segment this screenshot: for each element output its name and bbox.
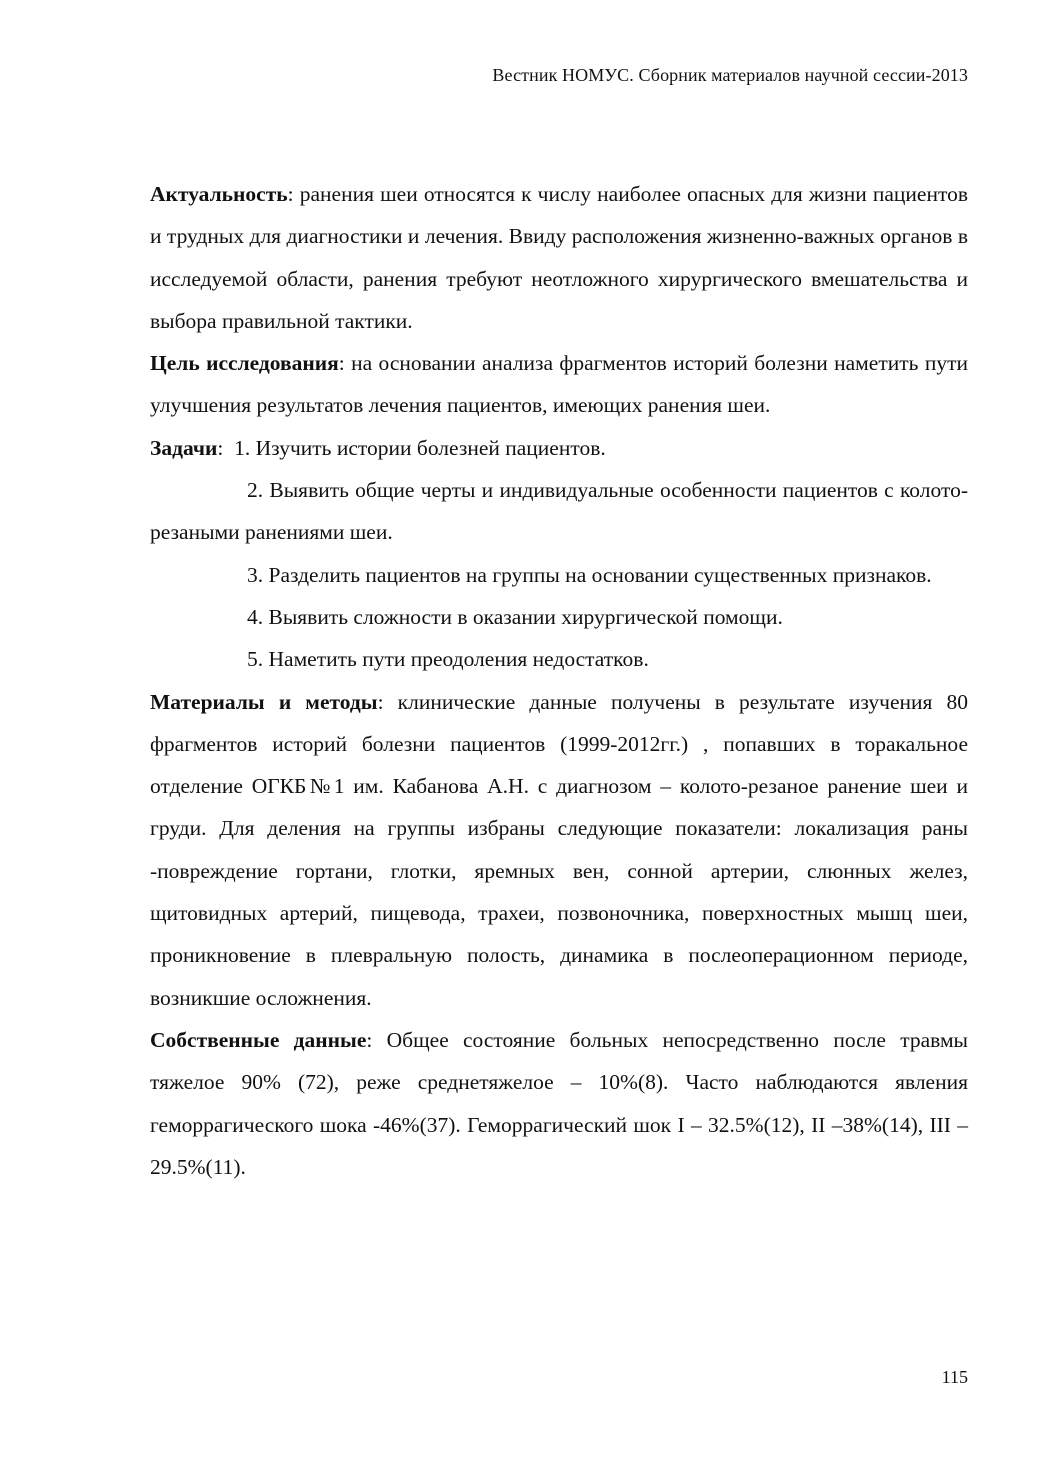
task-item-3: 3. Разделить пациентов на группы на основании существенных признаков. xyxy=(247,562,932,587)
page-number: 115 xyxy=(941,1367,968,1387)
own-data-label: Собственные данные xyxy=(150,1027,367,1052)
own-data-paragraph xyxy=(150,1019,968,1188)
relevance-text: : ранения шеи относятся к числу наиболее опасных для жизни пациентов и трудных для диагностики и лечения. Ввиду расположения жизненно-важных органов в исследуемой области, ранения требуют неотложного хирургического вмешательства и выбора правильной тактики. xyxy=(150,182,968,333)
methods-paragraph xyxy=(150,681,968,1019)
article-body xyxy=(150,173,968,1188)
methods-label: Материалы и методы xyxy=(150,689,378,714)
running-header: Вестник НОМУС. Сборник материалов научной сессии-2013 xyxy=(492,65,968,85)
goal-text: : на основании анализа фрагментов историй болезни наметить пути улучшения результатов лечения пациентов, имеющих ранения шеи. xyxy=(150,351,968,418)
task-item-5: 5. Наметить пути преодоления недостатков. xyxy=(247,647,649,672)
tasks-label: Задачи xyxy=(150,435,218,460)
relevance-label: Актуальность xyxy=(150,182,288,206)
goal-paragraph xyxy=(150,342,968,427)
goal-label: Цель исследования xyxy=(150,351,339,376)
tasks-separator: : xyxy=(217,435,224,460)
methods-text: : клинические данные получены в результате изучения 80 фрагментов историй болезни пациентов (1999-2012гг.) , попавших в торакальное отделение ОГКБ№1 им. Кабанова А.Н. с диагнозом – колото-резаное ранение шеи и груди. Для деления на группы избраны следующие показатели: локализация раны -повреждение гортани, глотки, яремных вен, сонной артерии, слюнных желез, щитовидных артерий, пищевода, трахеи, позвоночника, поверхностных мышц шеи, проникновение в плевральную полость, динамика в послеоперационном периоде, возникшие осложнения. xyxy=(150,689,968,1010)
tasks-first-line xyxy=(150,427,968,469)
task-item-2: 2. Выявить общие черты и индивидуальные особенности пациентов с колото-резаными ранениями шеи. xyxy=(150,478,968,545)
task-item-4: 4. Выявить сложности в оказании хирургической помощи. xyxy=(247,604,783,629)
task-item-1: 1. Изучить истории болезней пациентов. xyxy=(234,435,606,460)
own-data-text: : Общее состояние больных непосредственно после травмы тяжелое 90% (72), реже среднетяжелое – 10%(8). Часто наблюдаются явления геморрагического шока -46%(37). Геморрагический шок I – 32.5%(12), II –38%(14), III –29.5%(11). xyxy=(150,1027,968,1179)
relevance-paragraph xyxy=(150,173,968,342)
